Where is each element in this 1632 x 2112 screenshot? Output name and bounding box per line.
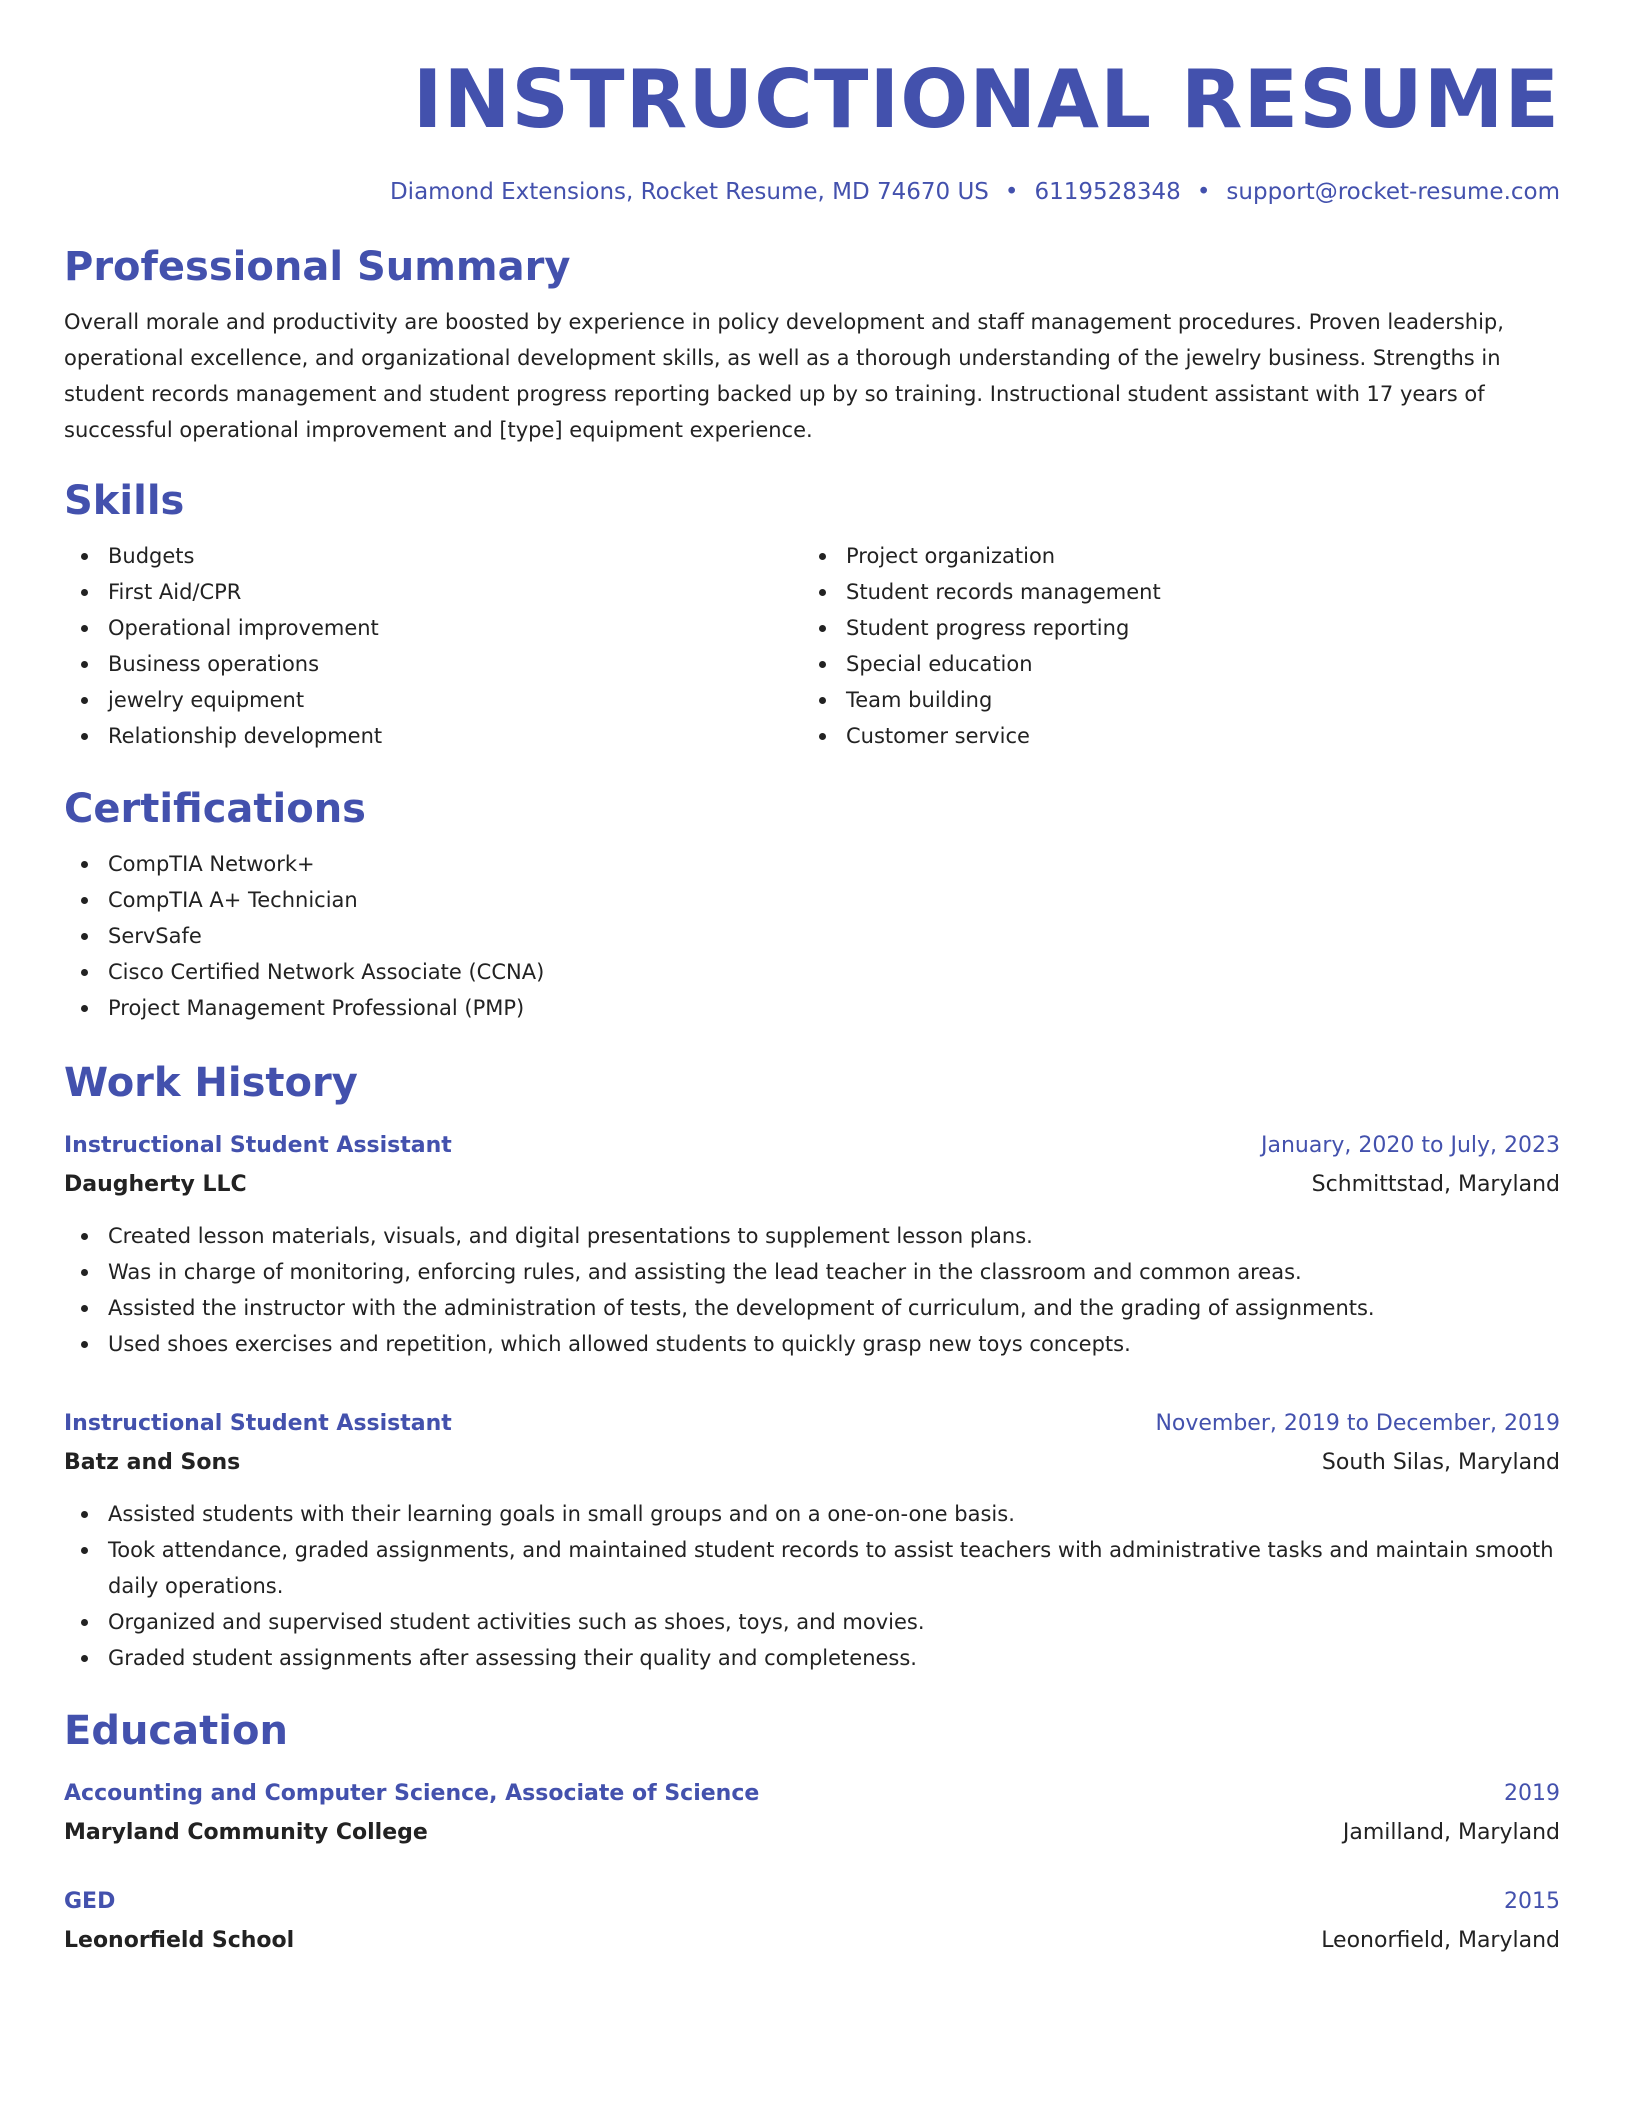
job-location: Schmittstad, Maryland [1311,1172,1560,1197]
contact-address: Diamond Extensions, Rocket Resume, MD 74670 US [389,179,989,205]
education-section [64,1704,1560,1960]
skill-item: Customer service [802,718,1540,754]
skills-section [64,474,1560,754]
skills-column-left [64,538,802,754]
summary-section [64,240,1560,448]
job-employer-row [64,1444,1560,1482]
skills-list-right [802,538,1540,754]
summary-heading: Professional Summary [64,244,571,290]
skill-item: Budgets [64,538,802,574]
resume-page [64,50,1560,1960]
education-school-row [64,1922,1560,1960]
education-entry [64,1774,1560,1852]
job-entry [64,1404,1560,1676]
skill-item: Special education [802,646,1540,682]
certification-item: Cisco Certified Network Associate (CCNA) [64,954,1560,990]
contact-separator: • [1196,179,1211,205]
job-dates: January, 2020 to July, 2023 [1261,1133,1560,1158]
education-school: Maryland Community College [64,1820,428,1845]
skill-item: Business operations [64,646,802,682]
certification-item: CompTIA A+ Technician [64,882,1560,918]
education-school: Leonorfield School [64,1928,295,1953]
skill-item: jewelry equipment [64,682,802,718]
job-title: Instructional Student Assistant [64,1411,452,1436]
job-entry [64,1126,1560,1362]
certification-item: ServSafe [64,918,1560,954]
contact-email: support@rocket-resume.com [1226,179,1560,205]
certifications-list [64,846,1560,1026]
job-duty: Was in charge of monitoring, enforcing rules, and assisting the lead teacher in the classroom and common areas. [64,1254,1560,1290]
skill-item: Student progress reporting [802,610,1540,646]
skills-column-right [802,538,1540,754]
skill-item: First Aid/CPR [64,574,802,610]
education-location: Jamilland, Maryland [1342,1820,1560,1845]
skill-item: Relationship development [64,718,802,754]
contact-phone: 6119528348 [1034,179,1181,205]
job-dates: November, 2019 to December, 2019 [1155,1411,1560,1436]
skill-item: Student records management [802,574,1540,610]
education-degree: Accounting and Computer Science, Associate of Science [64,1781,760,1806]
education-year: 2015 [1504,1889,1560,1914]
education-header-row [64,1882,1560,1922]
job-title: Instructional Student Assistant [64,1133,452,1158]
certifications-heading: Certifications [64,786,366,832]
job-header-row [64,1126,1560,1166]
certification-item: Project Management Professional (PMP) [64,990,1560,1026]
education-year: 2019 [1504,1781,1560,1806]
job-location: South Silas, Maryland [1321,1450,1560,1475]
skills-list-left [64,538,802,754]
skills-grid [64,538,1560,754]
job-duty: Created lesson materials, visuals, and digital presentations to supplement lesson plans. [64,1218,1560,1254]
education-school-row [64,1814,1560,1852]
skills-heading: Skills [64,478,185,524]
certifications-section [64,782,1560,1026]
skill-item: Project organization [802,538,1540,574]
summary-text: Overall morale and productivity are boosted by experience in policy development and staff management procedures. Proven leadership, operational excellence, and organizational development skills, as well as a thorough understanding of the jewelry business. Strengths in student records management and student progress reporting backed up by so training. Instructional student assistant with 17 years of successful operational improvement and [type] equipment experience. [64,310,1504,442]
resume-name: INSTRUCTIONAL RESUME [412,53,1560,146]
contact-line [64,174,1560,210]
education-heading: Education [64,1708,288,1754]
job-employer-row [64,1166,1560,1204]
job-duty: Organized and supervised student activities such as shoes, toys, and movies. [64,1604,1560,1640]
job-duties-list [64,1496,1560,1676]
job-duties-list [64,1218,1560,1362]
education-header-row [64,1774,1560,1814]
job-duty: Assisted students with their learning goals in small groups and on a one-on-one basis. [64,1496,1560,1532]
job-employer: Batz and Sons [64,1450,241,1475]
education-degree: GED [64,1889,116,1914]
job-duty: Assisted the instructor with the administration of tests, the development of curriculum, and the grading of assignments. [64,1290,1560,1326]
education-location: Leonorfield, Maryland [1321,1928,1560,1953]
job-header-row [64,1404,1560,1444]
job-employer: Daugherty LLC [64,1172,247,1197]
contact-separator: • [1004,179,1019,205]
job-duty: Used shoes exercises and repetition, which allowed students to quickly grasp new toys concepts. [64,1326,1560,1362]
job-duty: Took attendance, graded assignments, and maintained student records to assist teachers with administrative tasks and maintain smooth daily operations. [64,1532,1560,1604]
work-history-heading: Work History [64,1060,358,1106]
job-duty: Graded student assignments after assessing their quality and completeness. [64,1640,1560,1676]
education-entry [64,1882,1560,1960]
certification-item: CompTIA Network+ [64,846,1560,882]
skill-item: Team building [802,682,1540,718]
work-history-section [64,1056,1560,1676]
skill-item: Operational improvement [64,610,802,646]
